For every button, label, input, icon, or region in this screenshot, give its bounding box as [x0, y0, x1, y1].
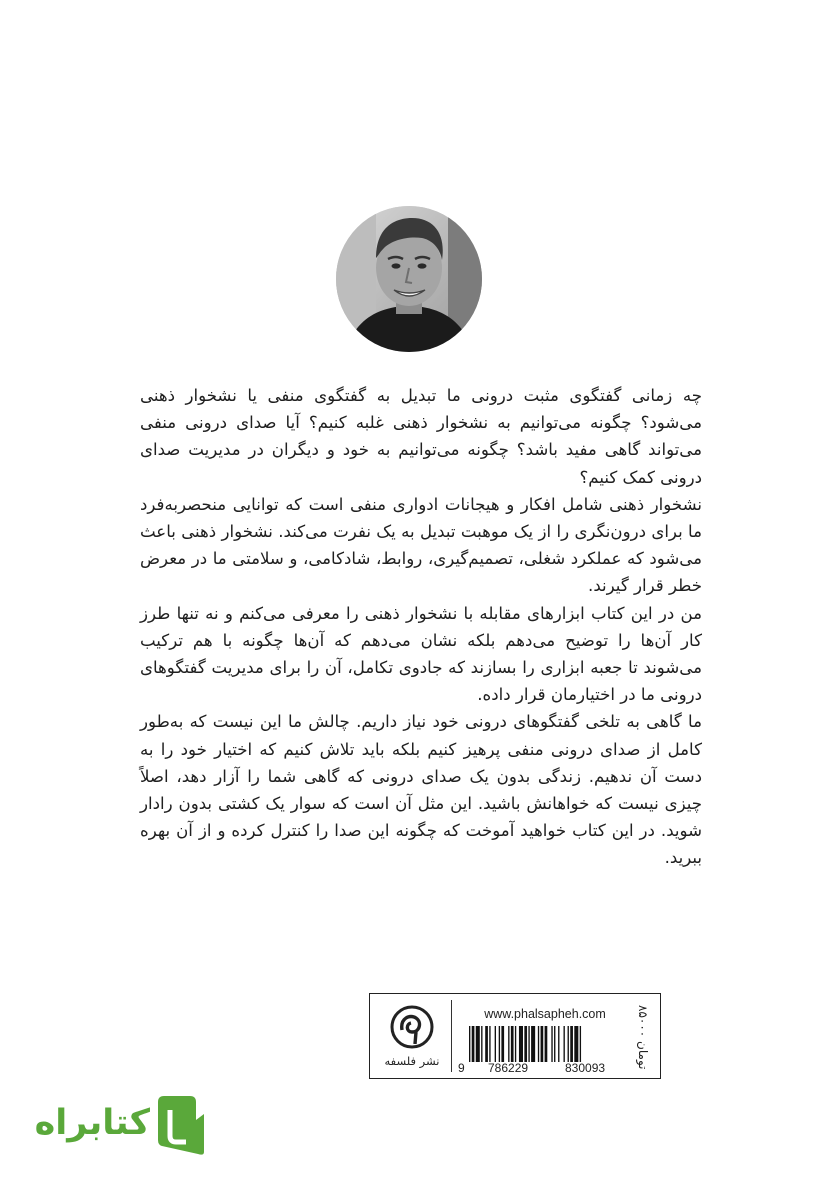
- publisher-website: www.phalsapheh.com: [484, 1007, 606, 1021]
- publisher-name: نشر فلسفه: [384, 1054, 440, 1068]
- barcode-box: [369, 993, 661, 1079]
- watermark-text: کتابراه: [34, 1103, 150, 1143]
- publisher-logo-icon: [386, 1004, 438, 1050]
- blurb-paragraph: چه زمانی گفتگوی مثبت درونی ما تبدیل به گفتگوی منفی یا نشخوار ذهنی می‌شود؟ چگونه می‌توانیم به نشخوار ذهنی غلبه کنیم؟ آیا صدای درونی منفی می‌تواند گاهی مفید باشد؟ چگونه می‌توانیم به خود و دیگران در مدیریت صدای درونی کمک کنیم؟: [140, 386, 702, 487]
- blurb-paragraph: نشخوار ذهنی شامل افکار و هیجانات ادواری منفی است که توانایی منحصربه‌فرد ما برای درون‌نگری را از یک موهبت تبدیل به یک نفرت می‌کند. نشخوار ذهنی باعث می‌شود که عملکرد شغلی، تصمیم‌گیری، روابط، شادکامی، و سلامتی ما در معرض خطر قرار گیرند.: [140, 494, 702, 596]
- price-label: [629, 1000, 657, 1074]
- watermark: [34, 1092, 212, 1158]
- blurb-paragraph: ما گاهی به تلخی گفتگوهای درونی خود نیاز داریم. چالش ما این نیست که به‌طور کامل از صدای درونی منفی پرهیز کنیم بلکه باید تلاش کنیم که اختیار خود را به دست آن ندهیم. زندگی بدون یک صدای درونی که گاهی شما را آزار دهد، اصلاً چیزی نیست که خواهانش باشید. این مثل آن است که سوار یک کشتی بدون رادار شوید. در این کتاب خواهید آموخت که چگونه این صدا را کنترل کرده و از آن بهره ببرید.: [140, 712, 702, 868]
- author-photo: [336, 206, 482, 352]
- back-cover-text: [140, 382, 702, 872]
- divider: [451, 1000, 452, 1072]
- price-text: ۸۵۰۰۰ تومان: [636, 1004, 650, 1070]
- isbn-barcode: [467, 1026, 621, 1062]
- bookmark-logo-icon: [152, 1092, 210, 1158]
- isbn-digit-group: 830093: [565, 1061, 606, 1075]
- author-portrait-image: [336, 206, 482, 352]
- isbn-digit-group: 786229: [488, 1061, 529, 1075]
- isbn-digit-group: 9: [458, 1061, 465, 1075]
- blurb-paragraph: من در این کتاب ابزارهای مقابله با نشخوار ذهنی را معرفی می‌کنم و نه تنها طرز کار آن‌ها را توضیح می‌دهم بلکه نشان می‌دهم که آن‌ها چگونه با هم ترکیب می‌شوند تا جعبه ابزاری را بسازند که جادوی تکامل، آن را برای مدیریت گفتگوهای درونی ما در اختیارمان قرار داده.: [140, 603, 702, 705]
